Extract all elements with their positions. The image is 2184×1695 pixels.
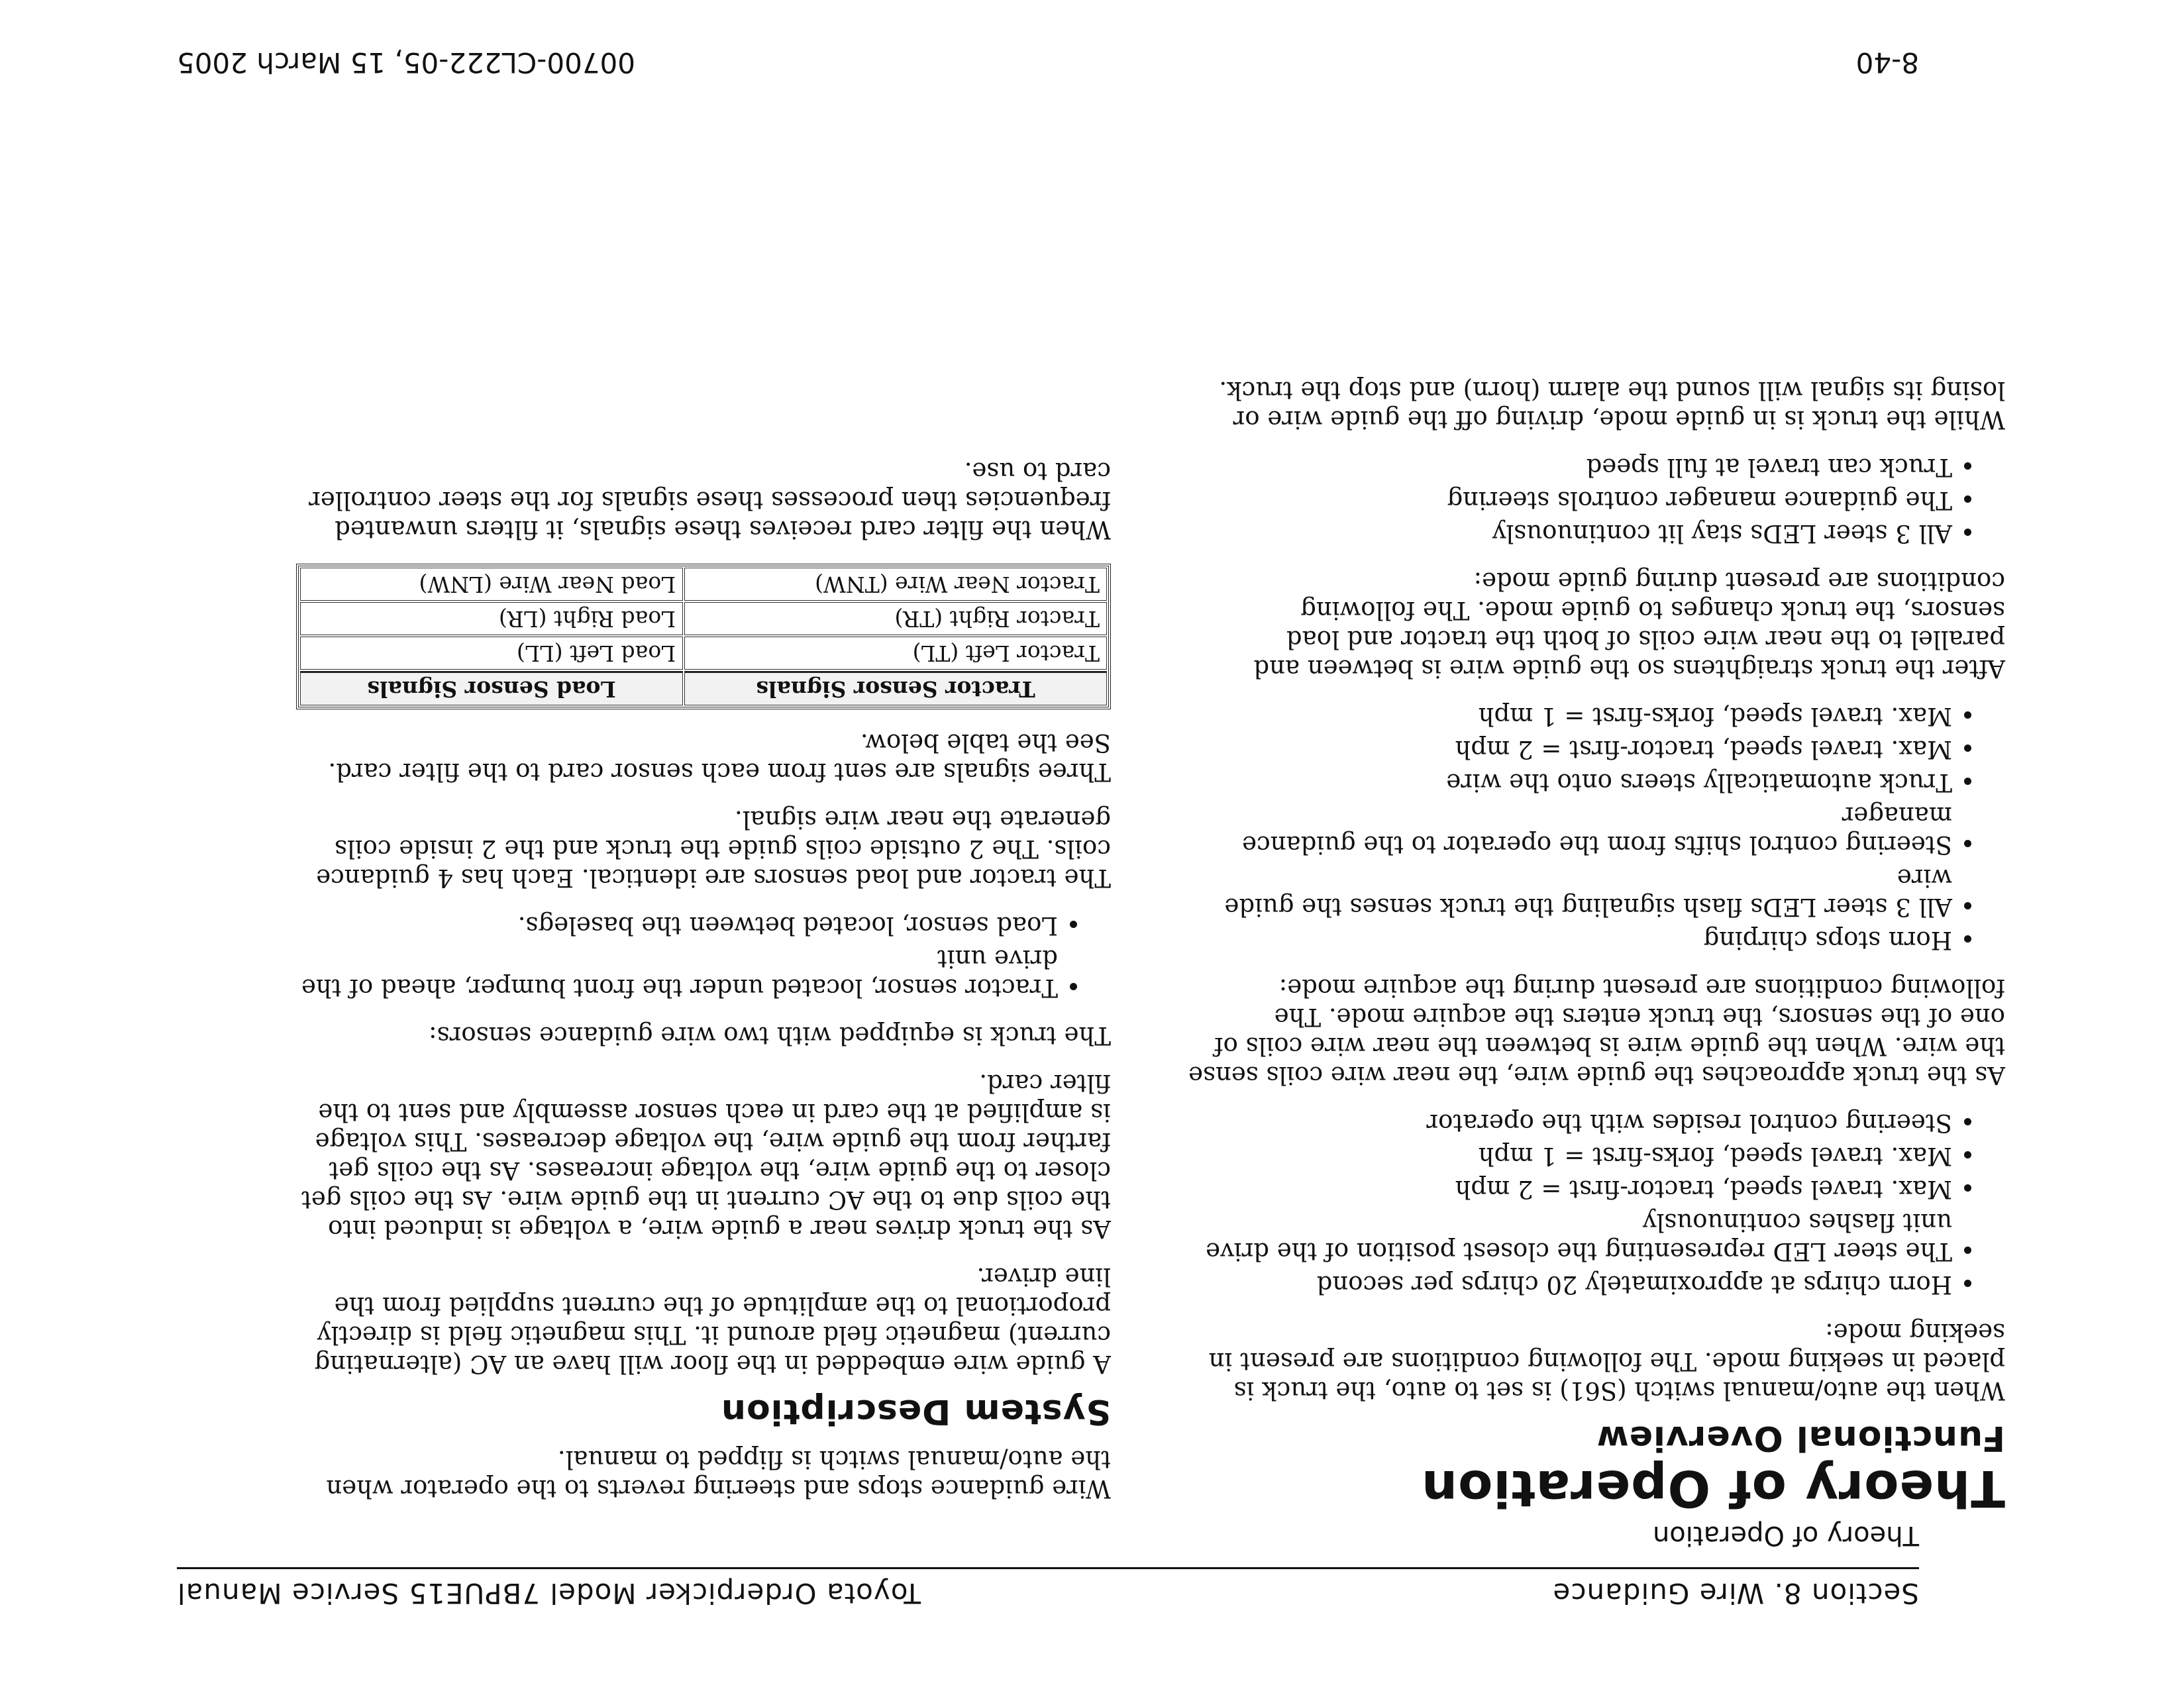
sensors-intro: The truck is equipped with two wire guidance sensors:	[429, 1021, 1111, 1050]
list-item: • Steering control shifts from the operator to the guidance manager	[1184, 801, 1952, 859]
list-item: • The steer LED representing the closest position of the drive unit flashes continuously	[1184, 1207, 1952, 1266]
list-item: • Max. travel speed, forks-first = 1 mph	[1184, 1141, 1952, 1170]
list-item: • All 3 steer LEDs stay lit continuously	[1184, 519, 1952, 548]
sensor-list	[289, 911, 1111, 1002]
table-cell: Tractor Right (TR)	[684, 602, 1107, 635]
page-footer	[177, 39, 1919, 79]
page-title: Theory of Operation	[1421, 1459, 2005, 1518]
list-item: • Max. travel speed, forks-first = 1 mph	[1184, 701, 1952, 731]
voltage-paragraph: As the truck drives near a guide wire, a voltage is induced into the coils due to the AC current in the guide wire. As the coils get closer to the guide wire, the voltage increases. As the coils get farther from the guide wire, the voltage decreases. This voltage is amplified at the card in each sensor assembly and sent to the filter card.	[301, 1069, 1111, 1243]
list-item: • Max. travel speed, tractor-first = 2 mph	[1184, 735, 1952, 764]
sensor-signals-table	[296, 564, 1111, 709]
list-item: • All 3 steer LEDs flash signaling the truck senses the guide wire	[1184, 863, 1952, 921]
filter-paragraph: When the filter card receives these signals, it filters unwanted frequencies then processes these signals for the steer controller card to use.	[309, 457, 1111, 544]
table-intro: Three signals are sent from each sensor card to the filter card. See the table below.	[328, 729, 1111, 786]
acquire-mode-list	[1184, 701, 2005, 954]
guide-mode-list	[1184, 452, 2005, 548]
header-subtitle: Theory of Operation	[1652, 1520, 1919, 1551]
table-cell: Load Right (LR)	[300, 602, 683, 635]
left-column	[1184, 357, 2005, 1518]
page-number: 8-40	[1855, 46, 1919, 79]
functional-overview-heading: Functional Overview	[1596, 1418, 2005, 1458]
table-cell: Load Left (LL)	[300, 637, 683, 670]
table-row	[300, 568, 1107, 601]
table-row	[300, 602, 1107, 635]
system-description-heading: System Description	[720, 1392, 1111, 1431]
table-header: Load Sensor Signals	[300, 671, 683, 705]
list-item: • Tractor sensor, located under the front bumper, ahead of the drive unit	[289, 944, 1058, 1002]
list-item: • Horn chirps at approximately 20 chirps per second	[1184, 1270, 1952, 1299]
document-id: 00700-CL222-05, 15 March 2005	[177, 46, 636, 79]
list-item: • The guidance manager controls steering	[1184, 486, 1952, 515]
list-item: • Horn stops chirping	[1184, 925, 1952, 954]
guide-mode-intro: After the truck straightens so the guide wire is between and parallel to the near wire coils of both the tractor and load sensors, the truck changes to guide mode. The following conditions are present during guide mode:	[1253, 567, 2005, 683]
table-cell: Tractor Left (TL)	[684, 637, 1107, 670]
table-header: Tractor Sensor Signals	[684, 671, 1107, 705]
table-header-row	[300, 671, 1107, 705]
ac-field-paragraph: A guide wire embedded in the floor will have an AC (alternating current) magnetic field around it. This magnetic field is directly proportional to the amplitude of the current supplied from the line driver.	[314, 1262, 1111, 1378]
alarm-paragraph: While the truck is in guide mode, driving off the guide wire or losing its signal will sound the alarm (horn) and stop the truck.	[1219, 376, 2005, 434]
table-row	[300, 637, 1107, 670]
seeking-mode-intro: When the auto/manual switch (S61) is set to auto, the truck is placed in seeking mode. The following conditions are present in seeking mode:	[1208, 1318, 2005, 1405]
list-item: • Steering control resides with the operator	[1184, 1108, 1952, 1137]
table-cell: Load Near Wire (LNW)	[300, 568, 683, 601]
list-item: • Truck can travel at full speed	[1184, 452, 1952, 482]
coils-paragraph: The tractor and load sensors are identical. Each has 4 guidance coils. The 2 outside coils guide the truck and the 2 inside coils generate the near wire signal.	[316, 805, 1111, 892]
list-item: • Truck automatically steers onto the wire	[1184, 768, 1952, 797]
seeking-mode-list	[1184, 1108, 2005, 1299]
right-column	[289, 438, 1111, 1503]
page-header	[177, 1563, 1919, 1610]
acquire-mode-intro: As the truck approaches the guide wire, the near wire coils sense the wire. When the guide wire is between the near wire coils of one of the sensors, the truck enters the acquire mode. The following conditions are present during the acquire mode:	[1188, 974, 2005, 1090]
header-rule	[177, 1567, 1919, 1569]
manual-title: Toyota Orderpicker Model 7BPUE15 Service Manual	[177, 1577, 921, 1610]
table-cell: Tractor Near Wire (TNW)	[684, 568, 1107, 601]
section-title: Section 8. Wire Guidance	[1552, 1577, 1919, 1610]
list-item: • Load sensor, located between the baselegs.	[289, 911, 1058, 940]
list-item: • Max. travel speed, tractor-first = 2 mph	[1184, 1174, 1952, 1204]
revert-paragraph: Wire guidance stops and steering reverts to the operator when the auto/manual switch is flipped to manual.	[326, 1445, 1111, 1503]
